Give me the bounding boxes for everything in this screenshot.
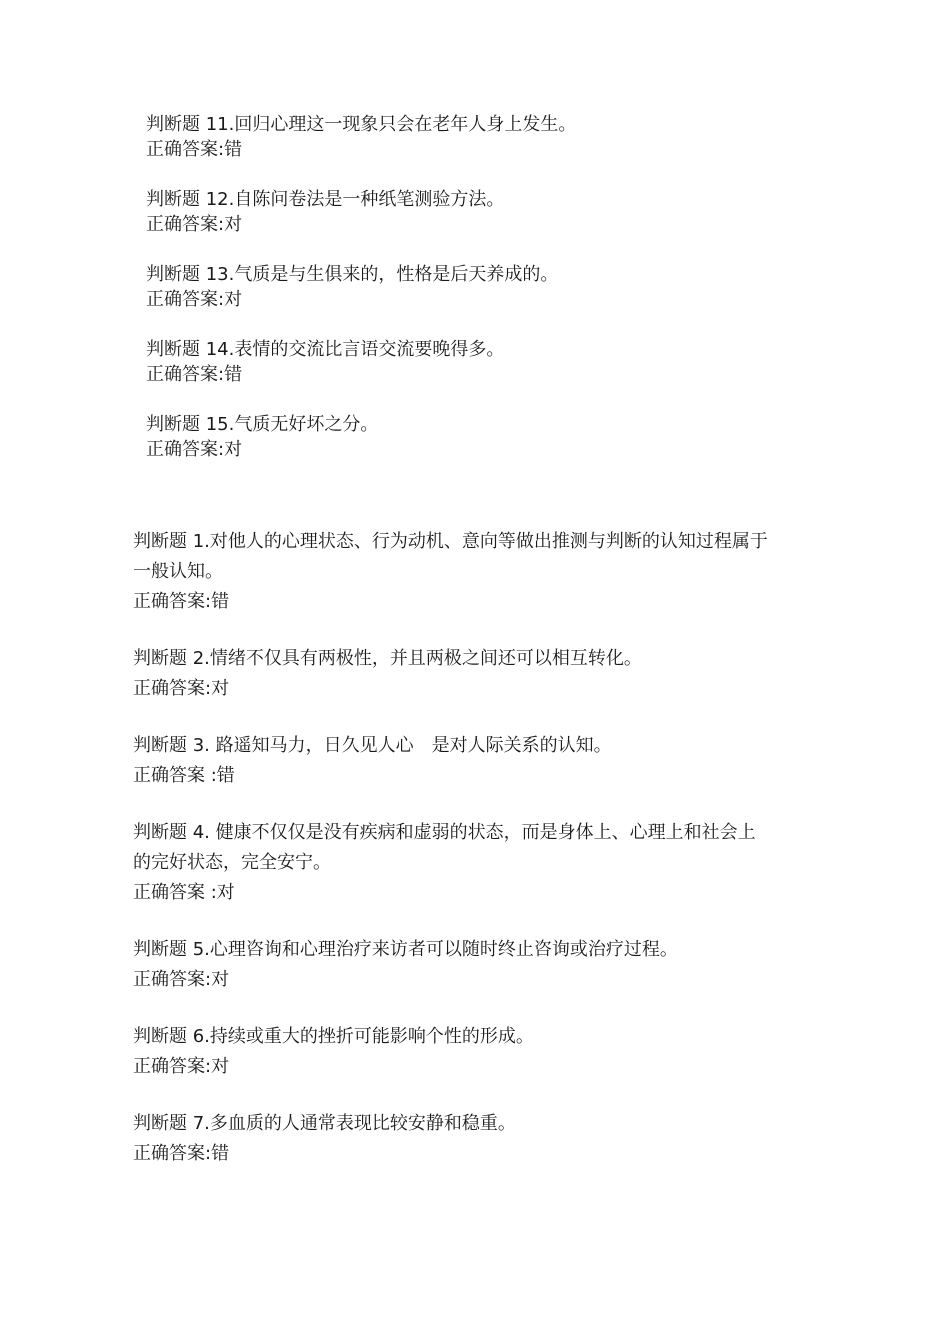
question-item-13 [146, 262, 866, 337]
question-item-6 [133, 1022, 823, 1082]
answer-text: 正确答案:对 [133, 678, 230, 699]
question-item-12 [146, 187, 866, 262]
question-item-1 [133, 527, 823, 617]
question-text: 判断题 13.气质是与生俱来的，性格是后天养成的。 [146, 264, 559, 285]
question-text-line1: 判断题 1.对他人的心理状态、行为动机、意向等做出推测与判断的认知过程属于 [133, 531, 768, 552]
answer-text: 正确答案:错 [133, 591, 230, 612]
answer-text: 正确答案:错 [146, 139, 243, 160]
answer-text: 正确答案:对 [133, 1056, 230, 1077]
answer-text: 正确答案:对 [146, 289, 243, 310]
question-text: 判断题 11.回归心理这一现象只会在老年人身上发生。 [146, 114, 577, 135]
question-item-11 [146, 112, 866, 187]
question-item-7 [133, 1109, 823, 1169]
question-text-line2: 一般认知。 [133, 561, 223, 582]
question-text-line1: 判断题 7.多血质的人通常表现比较安静和稳重。 [133, 1113, 516, 1134]
question-item-2 [133, 644, 823, 704]
question-item-3 [133, 731, 823, 791]
question-text-line1: 判断题 3. 路遥知马力，日久见人心 是对人际关系的认知。 [133, 735, 612, 756]
question-text: 判断题 12.自陈问卷法是一种纸笔测验方法。 [146, 189, 505, 210]
answer-text: 正确答案:错 [133, 1143, 230, 1164]
question-item-4 [133, 818, 823, 908]
question-text: 判断题 14.表情的交流比言语交流要晚得多。 [146, 339, 505, 360]
question-text: 判断题 15.气质无好坏之分。 [146, 414, 379, 435]
question-text-line1: 判断题 2.情绪不仅具有两极性，并且两极之间还可以相互转化。 [133, 648, 642, 669]
question-list-a [146, 112, 866, 487]
answer-text: 正确答案:对 [146, 439, 243, 460]
question-text-line2: 的完好状态，完全安宁。 [133, 852, 331, 873]
question-item-5 [133, 935, 823, 995]
question-text-line1: 判断题 4. 健康不仅仅是没有疾病和虚弱的状态，而是身体上、心理上和社会上 [133, 822, 756, 843]
answer-text: 正确答案 :对 [133, 882, 235, 903]
answer-text: 正确答案:对 [133, 969, 230, 990]
answer-text: 正确答案:错 [146, 364, 243, 385]
question-text-line1: 判断题 5.心理咨询和心理治疗来访者可以随时终止咨询或治疗过程。 [133, 939, 678, 960]
question-text-line1: 判断题 6.持续或重大的挫折可能影响个性的形成。 [133, 1026, 534, 1047]
question-item-14 [146, 337, 866, 412]
question-item-15 [146, 412, 866, 487]
question-list-b [133, 527, 823, 1196]
answer-text: 正确答案:对 [146, 214, 243, 235]
answer-text: 正确答案 :错 [133, 765, 235, 786]
